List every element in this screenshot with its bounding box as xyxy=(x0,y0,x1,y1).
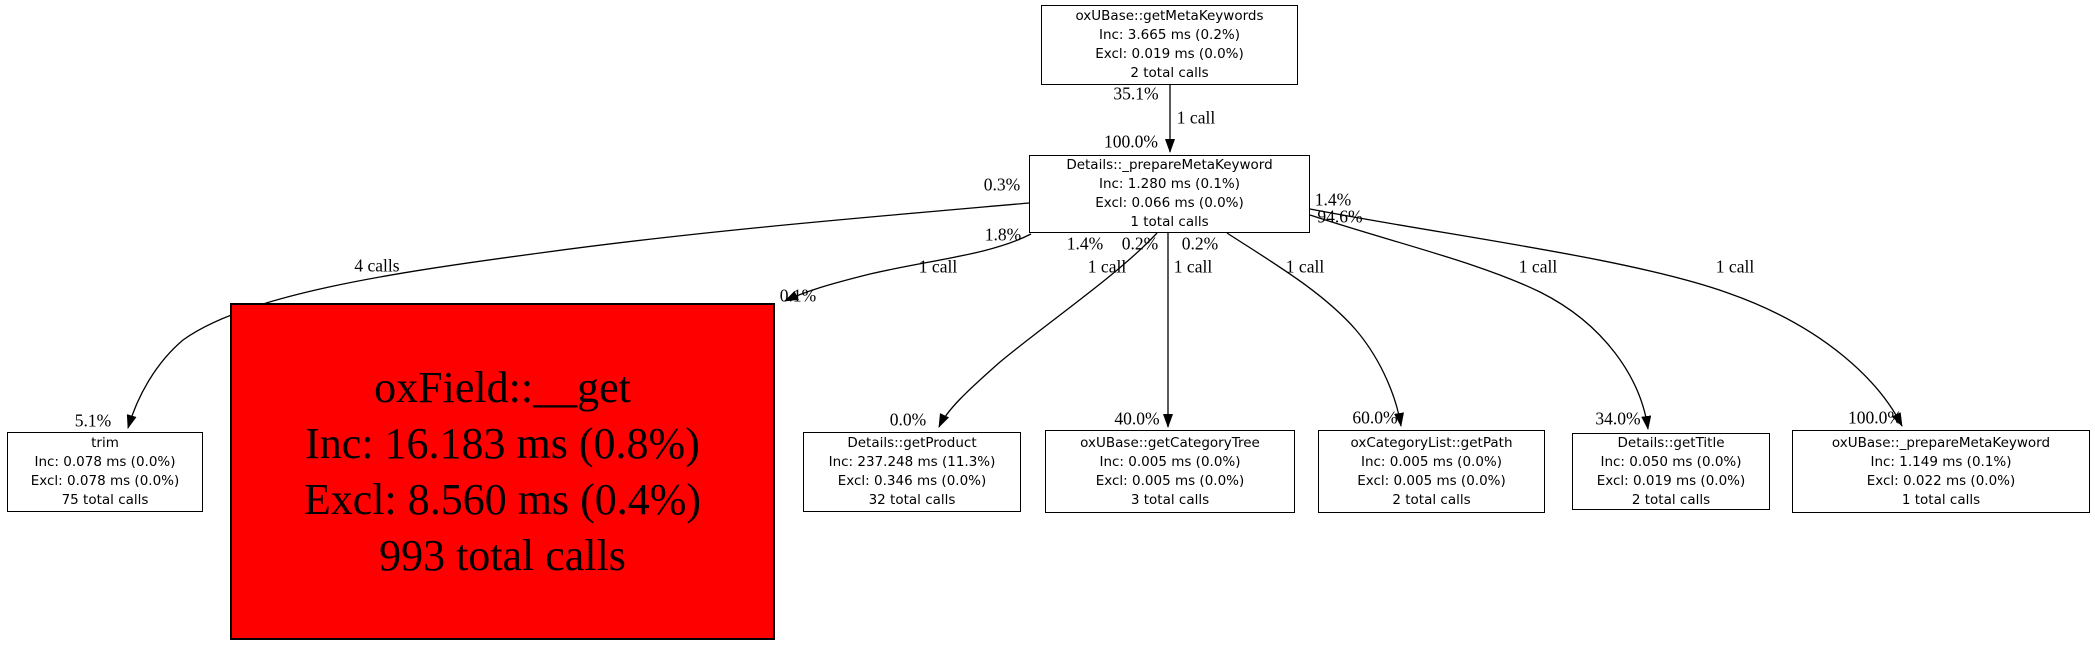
node-function-name: oxUBase::getMetaKeywords xyxy=(1075,8,1264,24)
node-oxubase-getmetakeywords xyxy=(1041,5,1298,85)
node-function-name: Details::getTitle xyxy=(1617,434,1725,451)
node-inclusive-time: Inc: 3.665 ms (0.2%) xyxy=(1098,27,1241,43)
edge-tail-percent: 1.4% xyxy=(1314,189,1352,210)
edge-call-count: 1 call xyxy=(1518,256,1558,277)
node-total-calls: 3 total calls xyxy=(1130,491,1210,508)
edge-head-percent: 0.1% xyxy=(779,285,817,306)
edge-preparemetakeyword-to-oxubase-preparemetakeyword xyxy=(1310,209,1902,426)
edge-tail-percent: 1.8% xyxy=(984,224,1022,245)
edge-head-percent: 0.0% xyxy=(889,409,927,430)
edge-call-count: 1 call xyxy=(1087,256,1127,277)
node-total-calls: 2 total calls xyxy=(1631,491,1711,508)
edge-tail-percent: 35.1% xyxy=(1113,83,1159,104)
edge-head-percent: 100.0% xyxy=(1848,407,1902,428)
node-inclusive-time: Inc: 0.078 ms (0.0%) xyxy=(34,454,176,470)
node-function-name: trim xyxy=(91,435,119,451)
node-inclusive-time: Inc: 237.248 ms (11.3%) xyxy=(828,454,996,470)
edge-call-count: 1 call xyxy=(1715,256,1755,277)
node-function-name: Details::_prepareMetaKeyword xyxy=(1066,157,1273,173)
node-total-calls: 2 total calls xyxy=(1130,65,1209,81)
node-oxfield-get-hotspot xyxy=(230,303,775,640)
node-inclusive-time: Inc: 0.005 ms (0.0%) xyxy=(1360,453,1503,470)
node-exclusive-time: Excl: 0.346 ms (0.0%) xyxy=(837,473,987,489)
edge-tail-percent: 94.6% xyxy=(1317,206,1363,227)
edge-call-count: 1 call xyxy=(1285,256,1325,277)
node-total-calls: 2 total calls xyxy=(1392,491,1471,508)
node-oxubase-preparemetakeyword xyxy=(1792,430,2090,513)
node-inclusive-time: Inc: 0.050 ms (0.0%) xyxy=(1600,453,1742,470)
node-details-preparemetakeyword xyxy=(1029,155,1310,233)
node-function-name: oxCategoryList::getPath xyxy=(1350,434,1513,451)
edge-head-percent: 5.1% xyxy=(74,410,112,431)
edge-head-percent: 40.0% xyxy=(1114,408,1160,429)
node-function-name: Details::getProduct xyxy=(847,435,977,451)
node-exclusive-time: Excl: 8.560 ms (0.4%) xyxy=(303,474,702,524)
node-exclusive-time: Excl: 0.005 ms (0.0%) xyxy=(1095,472,1245,489)
node-function-name: oxUBase::_prepareMetaKeyword xyxy=(1831,434,2051,451)
node-inclusive-time: Inc: 0.005 ms (0.0%) xyxy=(1099,453,1241,470)
node-function-name: oxField::__get xyxy=(374,362,631,412)
edge-head-percent: 34.0% xyxy=(1595,408,1641,429)
edge-call-count: 1 call xyxy=(1176,107,1216,128)
edge-call-count: 1 call xyxy=(1173,256,1213,277)
edge-call-count: 1 call xyxy=(918,256,958,277)
node-exclusive-time: Excl: 0.078 ms (0.0%) xyxy=(30,473,180,489)
node-total-calls: 32 total calls xyxy=(868,492,956,508)
node-exclusive-time: Excl: 0.022 ms (0.0%) xyxy=(1866,472,2016,489)
node-exclusive-time: Excl: 0.019 ms (0.0%) xyxy=(1095,46,1244,62)
node-total-calls: 75 total calls xyxy=(61,492,149,508)
edge-tail-percent: 1.4% xyxy=(1066,233,1104,254)
node-oxubase-getcategorytree xyxy=(1045,430,1295,513)
node-inclusive-time: Inc: 16.183 ms (0.8%) xyxy=(305,418,700,468)
edge-tail-percent: 0.3% xyxy=(983,174,1021,195)
node-total-calls: 1 total calls xyxy=(1130,214,1209,230)
edge-tail-percent: 0.2% xyxy=(1121,233,1159,254)
node-exclusive-time: Excl: 0.066 ms (0.0%) xyxy=(1095,195,1244,211)
edge-preparemetakeyword-to-gettitle xyxy=(1310,215,1648,429)
node-exclusive-time: Excl: 0.005 ms (0.0%) xyxy=(1357,472,1506,489)
node-details-gettitle xyxy=(1572,433,1770,510)
edge-head-percent: 100.0% xyxy=(1104,131,1158,152)
node-exclusive-time: Excl: 0.019 ms (0.0%) xyxy=(1596,472,1746,489)
node-inclusive-time: Inc: 1.280 ms (0.1%) xyxy=(1098,176,1241,192)
node-trim xyxy=(7,432,203,512)
node-total-calls: 993 total calls xyxy=(379,530,626,580)
edge-head-percent: 60.0% xyxy=(1352,407,1398,428)
node-total-calls: 1 total calls xyxy=(1901,491,1981,508)
node-function-name: oxUBase::getCategoryTree xyxy=(1080,434,1260,451)
edge-tail-percent: 0.2% xyxy=(1181,233,1219,254)
node-details-getproduct xyxy=(803,432,1021,512)
edge-call-count: 4 calls xyxy=(354,255,400,276)
node-oxcategorylist-getpath xyxy=(1318,430,1545,513)
node-inclusive-time: Inc: 1.149 ms (0.1%) xyxy=(1870,453,2012,470)
